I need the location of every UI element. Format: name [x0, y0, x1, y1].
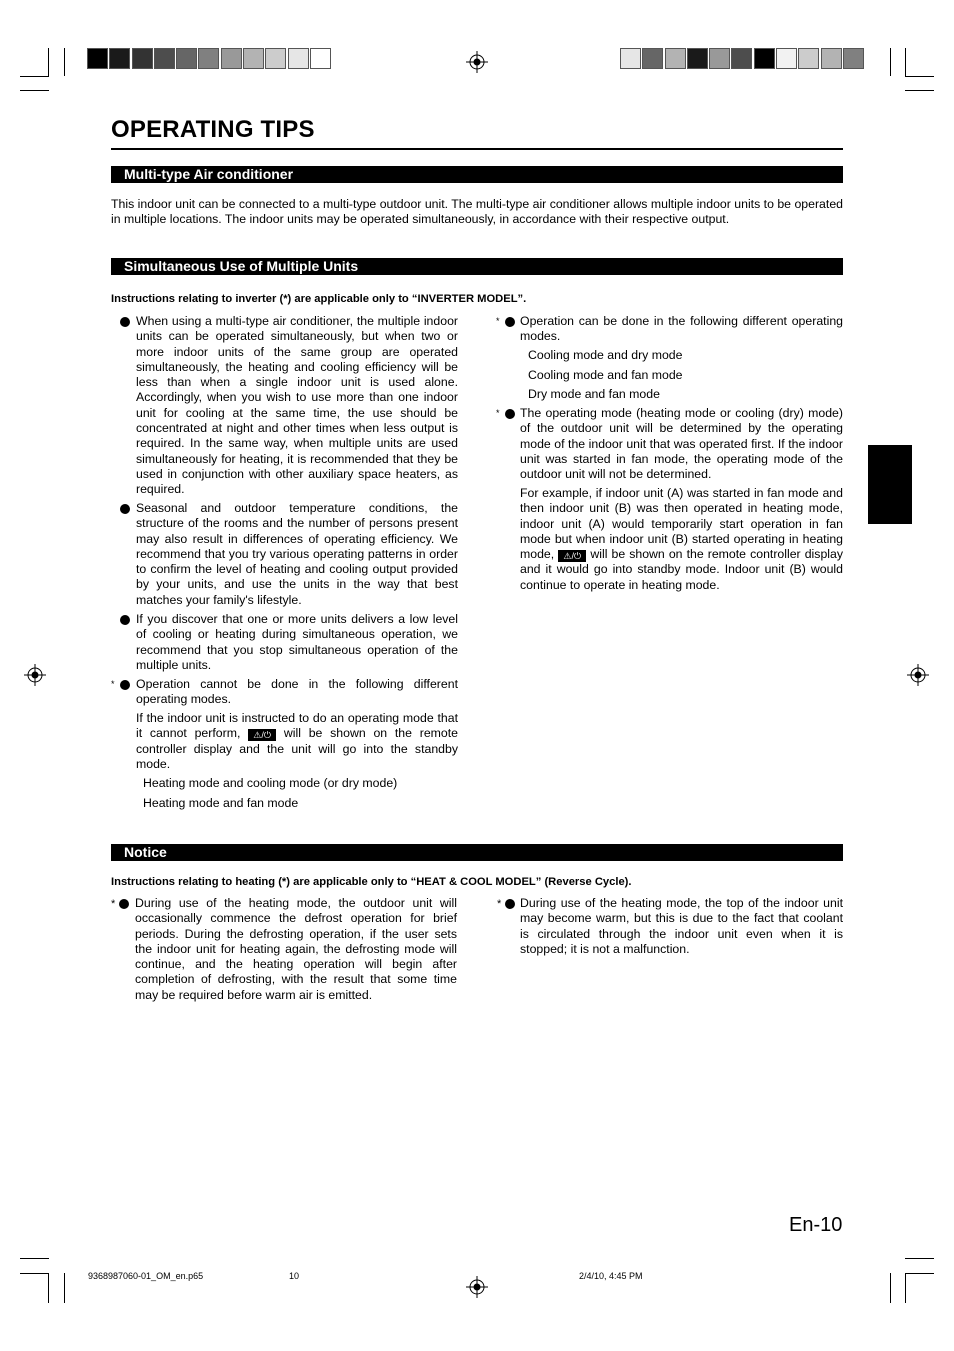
color-swatch — [265, 48, 286, 69]
color-swatch — [221, 48, 242, 69]
color-swatch — [87, 48, 108, 69]
asterisk-mark: * — [496, 408, 500, 418]
example-text-a: For example, if indoor unit (A) was started in fan mode and then indoor unit (B) was then operated in heating mode, indoor unit (A) would temporarily start operation in fan mode but when indoor unit (B) started operating in heating mode, — [520, 486, 843, 562]
crop-mark — [20, 1273, 49, 1274]
registration-mark-icon — [466, 51, 488, 73]
color-swatch — [310, 48, 331, 69]
section-heading-multi-type: Multi-type Air conditioner — [111, 166, 843, 183]
mode-item: Heating mode and fan mode — [143, 796, 299, 810]
list-item: Operation can be done in the following different operating modes. — [520, 314, 843, 344]
list-item: When using a multi-type air conditioner, the multiple indoor units can be operated simultaneously, but when two or more indoor units of the same group are operated simultaneously, the heating and cooling efficiency will be less than when a single indoor unit is used alone. Accordingly, when you wish to use more than one indoor unit for cooling at the same time, the use should be concentrated at night and other times when less output is required. In the same way, when multiple units are used simultaneously for heating, it is recommended that they be used in conjunction with other auxiliary space heaters, as required. — [136, 314, 458, 497]
standby-indicator-icon: ⚠/⏻ — [248, 729, 276, 741]
standby-note-text-a: If the indoor unit is instructed to do an operating mode that it cannot perform, — [136, 711, 458, 741]
color-swatch — [620, 48, 641, 69]
crop-mark — [20, 1258, 49, 1259]
color-swatch — [709, 48, 730, 69]
asterisk-mark: * — [111, 679, 115, 689]
mode-item: Dry mode and fan mode — [528, 387, 660, 401]
color-calibration-bar-right — [620, 48, 865, 69]
footer-file: 9368987060-01_OM_en.p65 — [88, 1271, 204, 1281]
crop-mark — [48, 1273, 49, 1303]
color-swatch — [821, 48, 842, 69]
color-calibration-bar-left — [87, 48, 332, 69]
asterisk-mark: * — [497, 898, 502, 910]
color-swatch — [687, 48, 708, 69]
crop-mark — [64, 1273, 65, 1303]
color-swatch — [754, 48, 775, 69]
bullet-icon — [120, 615, 130, 625]
asterisk-mark: * — [111, 898, 116, 910]
registration-mark-icon — [24, 664, 46, 686]
bullet-icon — [505, 899, 515, 909]
bullet-icon — [120, 504, 130, 514]
crop-mark — [905, 76, 934, 77]
list-item: If you discover that one or more units delivers a low level of cooling or heating during simultaneous operation, we recommend that you stop simultaneous operation of the multiple units. — [136, 612, 458, 672]
list-item: Seasonal and outdoor temperature conditions, the structure of the rooms and the number of persons present may also result in differences of operating efficiency. We recommend that you try various operating patterns in order to confirm the level of heating and cooling output provided by your units, and use the units in the way that best matches your family's lifestyle. — [136, 501, 458, 607]
standby-note — [136, 711, 458, 772]
example-paragraph — [520, 486, 843, 593]
section-tab — [868, 445, 912, 524]
bullet-icon — [119, 899, 129, 909]
list-item: During use of the heating mode, the top of the indoor unit may become warm, but this is due to the fact that coolant is circulated through the indoor unit even when it is stopped; it is not a malfunction. — [520, 896, 843, 956]
color-swatch — [198, 48, 219, 69]
color-swatch — [642, 48, 663, 69]
example-text-b: will be shown on the remote controller display and it would go into standby mode. Indoor unit (B) would continue to operate in heating mode. — [520, 547, 844, 592]
standby-indicator-icon: ⚠/⏻ — [558, 550, 586, 562]
registration-mark-icon — [466, 1276, 488, 1298]
heating-instruction: Instructions relating to heating (*) are applicable only to “HEAT & COOL MODEL” (Reverse Cycle). — [111, 876, 632, 888]
footer-page: 10 — [289, 1271, 300, 1281]
registration-mark-icon — [907, 664, 929, 686]
footer-date: 2/4/10, 4:45 PM — [579, 1271, 643, 1281]
color-swatch — [154, 48, 175, 69]
bullet-icon — [120, 317, 130, 327]
crop-mark — [905, 90, 934, 91]
list-item: Operation cannot be done in the following different operating modes. — [136, 677, 458, 707]
crop-mark — [20, 90, 49, 91]
bullet-icon — [505, 317, 515, 327]
title-rule — [111, 148, 843, 150]
crop-mark — [905, 1258, 934, 1259]
color-swatch — [776, 48, 797, 69]
section-heading-simultaneous: Simultaneous Use of Multiple Units — [111, 258, 843, 275]
crop-mark — [20, 76, 49, 77]
crop-mark — [64, 48, 65, 76]
page-title: OPERATING TIPS — [111, 116, 315, 143]
color-swatch — [243, 48, 264, 69]
crop-mark — [890, 48, 891, 76]
inverter-instruction: Instructions relating to inverter (*) are applicable only to “INVERTER MODEL”. — [111, 293, 527, 305]
color-swatch — [731, 48, 752, 69]
mode-item: Cooling mode and dry mode — [528, 348, 683, 362]
crop-mark — [890, 1273, 891, 1303]
crop-mark — [905, 48, 906, 76]
section-heading-notice: Notice — [111, 844, 843, 861]
mode-item: Cooling mode and fan mode — [528, 368, 683, 382]
color-swatch — [109, 48, 130, 69]
color-swatch — [132, 48, 153, 69]
bullet-icon — [505, 409, 515, 419]
page-number: En-10 — [789, 1214, 843, 1236]
list-item: The operating mode (heating mode or cooling (dry) mode) of the outdoor unit will be determined by the operating mode of the indoor unit that was operated first. If the indoor unit was started in fan mode, the operating mode of the outdoor unit will not be determined. — [520, 406, 843, 482]
color-swatch — [288, 48, 309, 69]
crop-mark — [905, 1273, 906, 1303]
color-swatch — [843, 48, 864, 69]
color-swatch — [798, 48, 819, 69]
crop-mark — [905, 1273, 934, 1274]
list-item: During use of the heating mode, the outdoor unit will occasionally commence the defrost operation for brief periods. During the defrosting operation, if the user sets the indoor unit for heating again, the defrosting mode will continue, and the heating operation will begin after completion of defrosting, with the result that some time may be required before warm air is emitted. — [135, 896, 457, 1002]
bullet-icon — [120, 680, 130, 690]
asterisk-mark: * — [496, 316, 500, 326]
crop-mark — [48, 48, 49, 76]
multi-type-paragraph: This indoor unit can be connected to a multi-type outdoor unit. The multi-type air conditioner allows multiple indoor units to be operated in multiple locations. The indoor units may be operated simultaneously, in accordance with their respective output. — [111, 197, 843, 227]
color-swatch — [176, 48, 197, 69]
standby-note-text-b: will be shown on the remote controller display and the unit will go into the standby mode. — [136, 726, 459, 771]
color-swatch — [665, 48, 686, 69]
mode-item: Heating mode and cooling mode (or dry mode) — [143, 776, 398, 790]
